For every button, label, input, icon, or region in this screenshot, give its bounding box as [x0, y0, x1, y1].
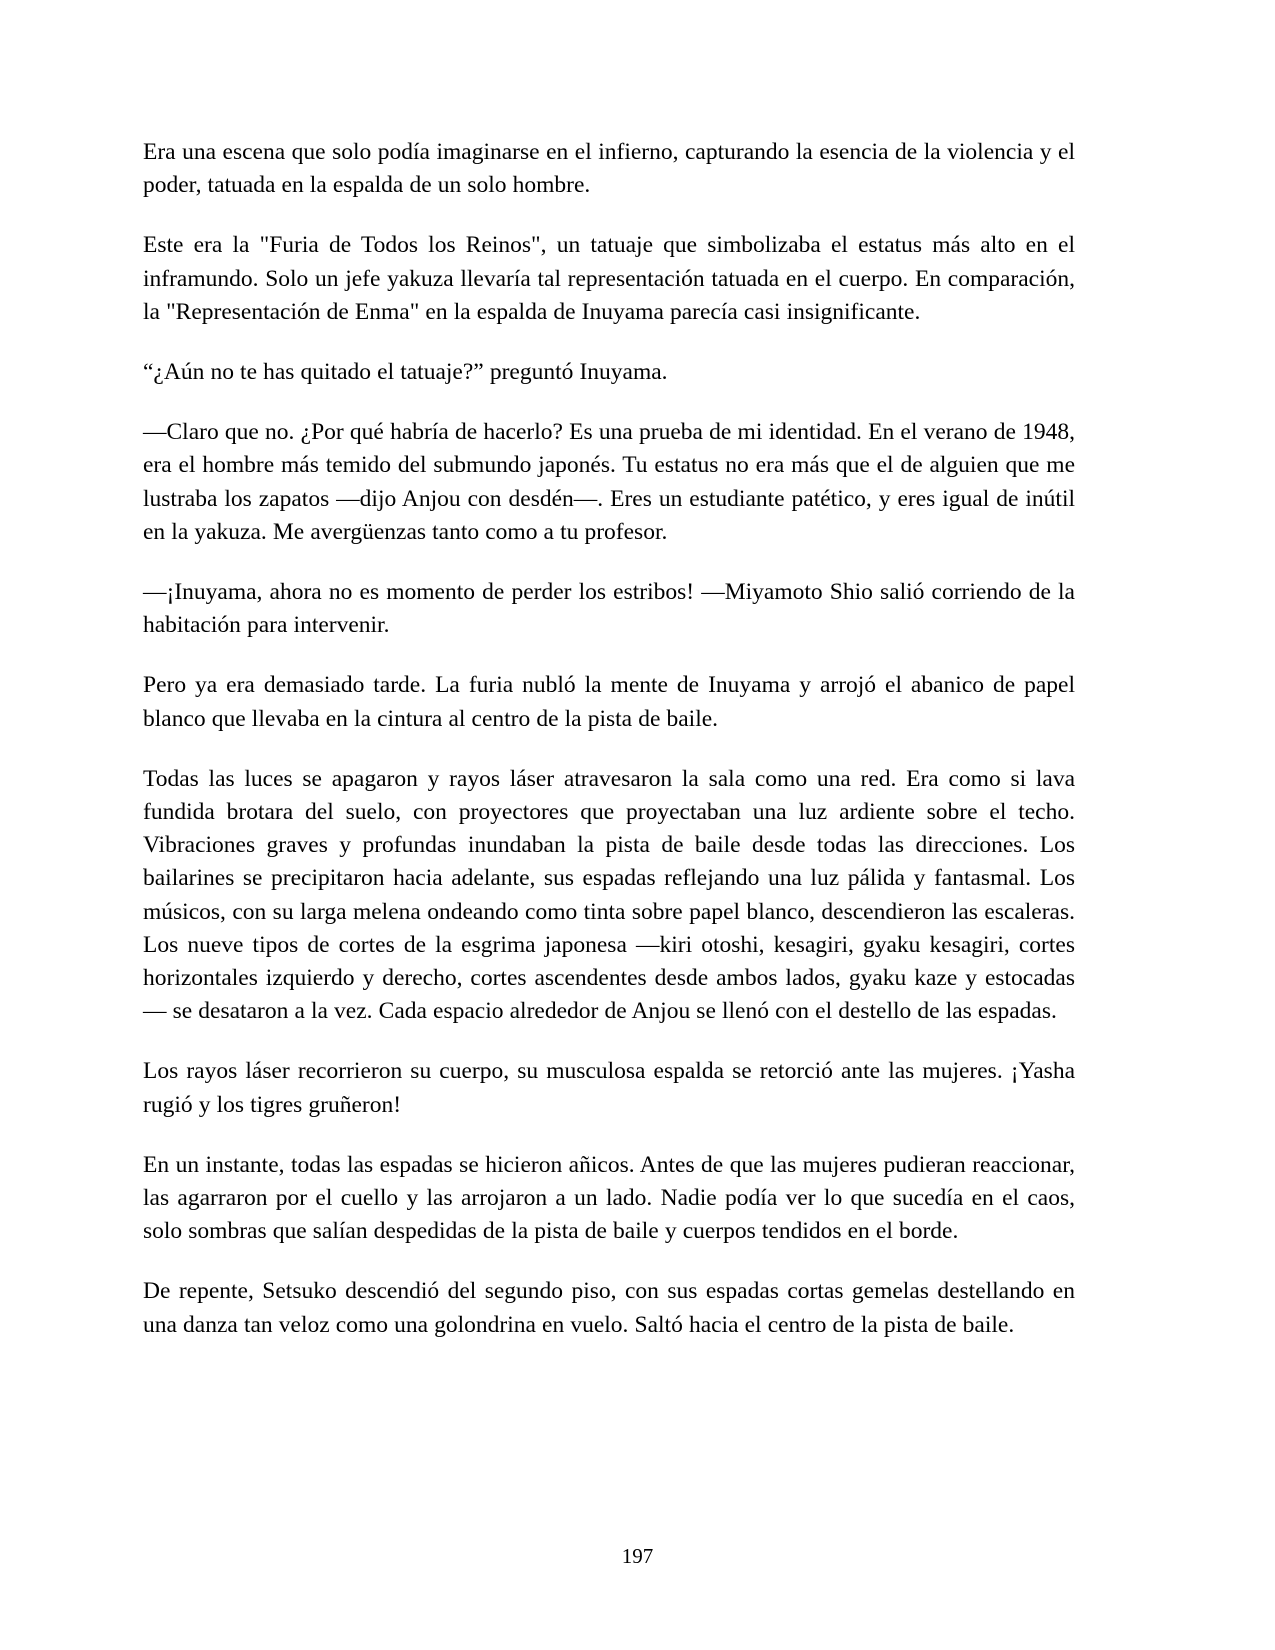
- paragraph: —¡Inuyama, ahora no es momento de perder los estribos! —Miyamoto Shio salió corriendo de la habitación para intervenir.: [143, 579, 1075, 639]
- paragraph: “¿Aún no te has quitado el tatuaje?” preguntó Inuyama.: [143, 359, 668, 386]
- paragraph: En un instante, todas las espadas se hicieron añicos. Antes de que las mujeres pudieran reaccionar, las agarraron por el cuello y las arrojaron a un lado. Nadie podía ver lo que sucedía en el caos, solo sombras que salían despedidas de la pista de baile y cuerpos tendidos en el borde.: [143, 1151, 1075, 1245]
- paragraph: Pero ya era demasiado tarde. La furia nubló la mente de Inuyama y arrojó el abanico de papel blanco que llevaba en la cintura al centro de la pista de baile.: [143, 672, 1075, 732]
- page-body-text: [143, 136, 1075, 1342]
- paragraph: Todas las luces se apagaron y rayos láser atravesaron la sala como una red. Era como si lava fundida brotara del suelo, con proyectores que proyectaban una luz ardiente sobre el techo. Vibraciones graves y profundas inundaban la pista de baile desde todas las direcciones. Los bailarines se precipitaron hacia adelante, sus espadas reflejando una luz pálida y fantasmal. Los músicos, con su larga melena ondeando como tinta sobre papel blanco, descendieron las escaleras. Los nueve tipos de cortes de la esgrima japonesa —kiri otoshi, kesagiri, gyaku kesagiri, cortes horizontales izquierdo y derecho, cortes ascendentes desde ambos lados, gyaku kaze y estocadas— se desataron a la vez. Cada espacio alrededor de Anjou se llenó con el destello de las espadas.: [143, 765, 1075, 1025]
- paragraph: Era una escena que solo podía imaginarse en el infierno, capturando la esencia de la violencia y el poder, tatuada en la espalda de un solo hombre.: [143, 139, 1075, 199]
- page-number: 197: [621, 1544, 654, 1568]
- paragraph: Este era la "Furia de Todos los Reinos", un tatuaje que simbolizaba el estatus más alto en el inframundo. Solo un jefe yakuza llevaría tal representación tatuada en el cuerpo. En comparación, la "Representación de Enma" en la espalda de Inuyama parecía casi insignificante.: [143, 232, 1075, 325]
- paragraph: Los rayos láser recorrieron su cuerpo, su musculosa espalda se retorció ante las mujeres. ¡Yasha rugió y los tigres gruñeron!: [143, 1058, 1075, 1118]
- paragraph: —Claro que no. ¿Por qué habría de hacerlo? Es una prueba de mi identidad. En el verano de 1948, era el hombre más temido del submundo japonés. Tu estatus no era más que el de alguien que me lustraba los zapatos —dijo Anjou con desdén—. Eres un estudiante patético, y eres igual de inútil en la yakuza. Me avergüenzas tanto como a tu profesor.: [143, 419, 1075, 545]
- paragraph: De repente, Setsuko descendió del segundo piso, con sus espadas cortas gemelas destellando en una danza tan veloz como una golondrina en vuelo. Saltó hacia el centro de la pista de baile.: [143, 1278, 1075, 1338]
